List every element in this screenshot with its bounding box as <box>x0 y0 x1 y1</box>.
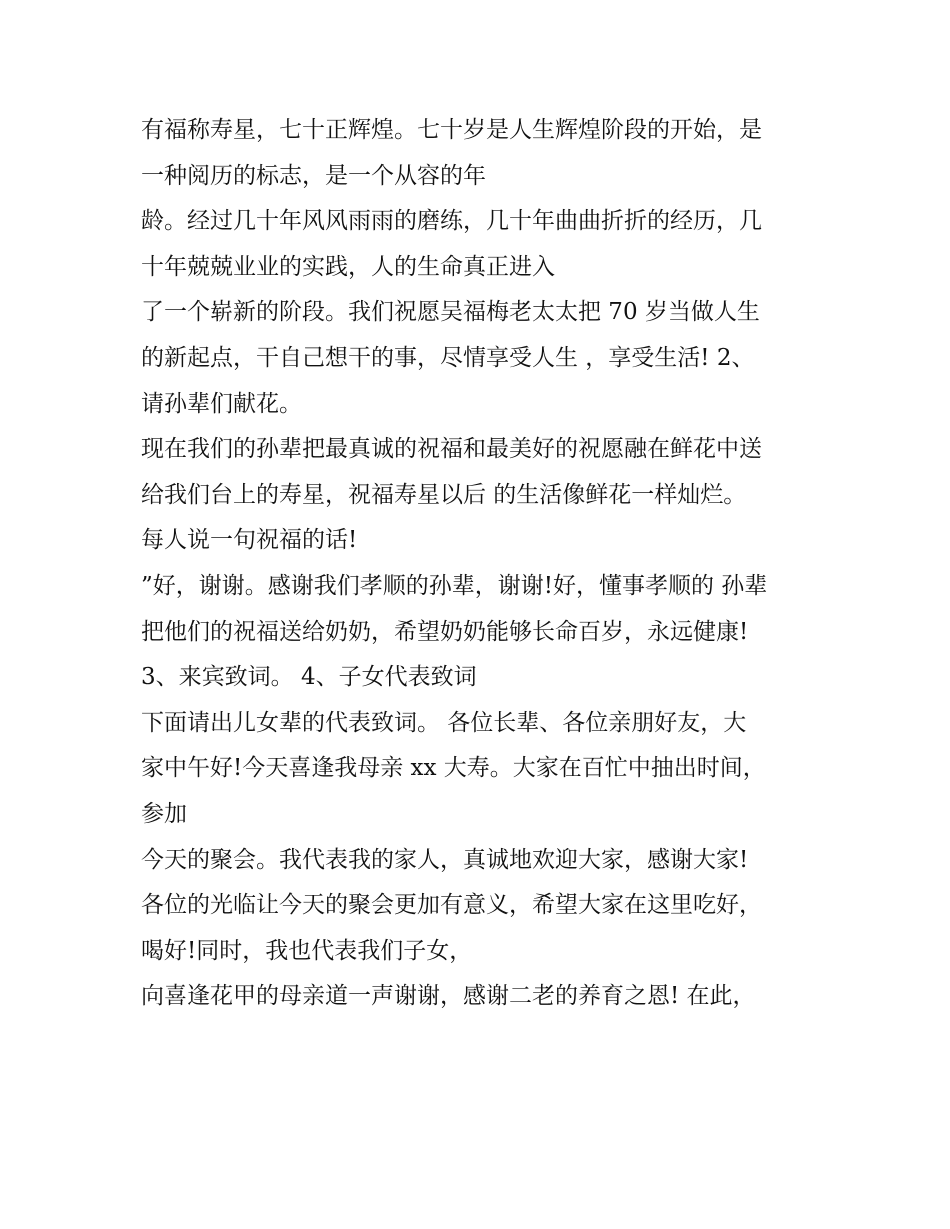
text-line-9: 给我们台上的寿星，祝福寿星以后 的生活像鲜花一样灿烂。 <box>141 481 747 508</box>
text-line-2: 一种阅历的标志，是一个从容的年 <box>141 162 486 189</box>
text-line-3: 龄。经过几十年风风雨雨的磨练，几十年曲曲折折的经历，几 <box>141 208 762 235</box>
text-line-14: 下面请出儿女辈的代表致词。 各位长辈、各位亲朋好友，大 <box>141 709 747 736</box>
text-line-12: 把他们的祝福送给奶奶，希望奶奶能够长命百岁，永远健康! <box>141 618 749 645</box>
text-line-7: 请孙辈们献花。 <box>141 390 302 417</box>
text-line-15: 家中午好!今天喜逢我母亲 xx 大寿。大家在百忙中抽出时间， <box>141 755 766 782</box>
text-line-6: 的新起点，干自己想干的事，尽情享受人生 ，享受生活! 2、 <box>141 344 755 371</box>
text-line-18: 各位的光临让今天的聚会更加有意义，希望大家在这里吃好， <box>141 892 762 919</box>
text-line-8: 现在我们的孙辈把最真诚的祝福和最美好的祝愿融在鲜花中送 <box>141 436 762 463</box>
text-line-5: 了一个崭新的阶段。我们祝愿吴福梅老太太把 70 岁当做人生 <box>141 299 760 326</box>
text-line-19: 喝好!同时，我也代表我们子女， <box>141 937 473 964</box>
text-line-20: 向喜逢花甲的母亲道一声谢谢，感谢二老的养育之恩! 在此， <box>141 983 756 1010</box>
text-line-16: 参加 <box>141 800 187 827</box>
text-line-11: ”好，谢谢。感谢我们孝顺的孙辈，谢谢!好，懂事孝顺的 孙辈 <box>141 572 768 599</box>
body-text <box>141 108 821 1020</box>
text-line-17: 今天的聚会。我代表我的家人，真诚地欢迎大家，感谢大家! <box>141 846 749 873</box>
text-line-4: 十年兢兢业业的实践，人的生命真正进入 <box>141 253 555 280</box>
text-line-10: 每人说一句祝福的话! <box>141 527 358 554</box>
text-line-1: 有福称寿星，七十正辉煌。七十岁是人生辉煌阶段的开始，是 <box>141 117 762 143</box>
text-line-13: 3、来宾致词。 4、子女代表致词 <box>141 664 477 691</box>
